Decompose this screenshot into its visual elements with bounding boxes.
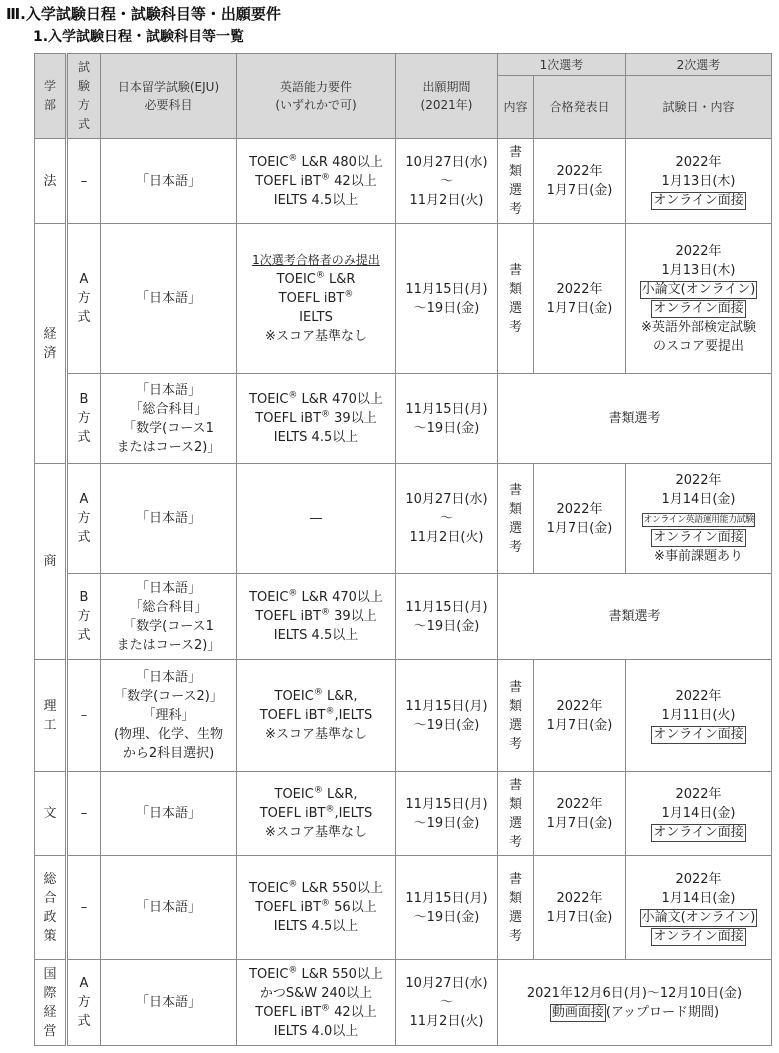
table-row <box>35 374 772 464</box>
method-cell: – <box>67 139 101 224</box>
english-note: 1次選考合格者のみ提出 <box>252 253 380 267</box>
header-first-content: 内容 <box>498 76 534 139</box>
table-row <box>35 772 772 856</box>
essay-online-tag: 小論文(オンライン) <box>641 281 756 297</box>
online-english-test-tag: オンライン英語運用能力試験 <box>643 515 754 525</box>
period-cell: 11月15日(月) 〜19日(金) <box>396 772 498 856</box>
second-selection-cell: 2022年 1月14日(金) オンライン英語運用能力試験 オンライン面接 ※事前課題あり <box>626 464 772 574</box>
second-selection-cell: 2022年 1月13日(木) 小論文(オンライン) オンライン面接 ※英語外部検定試験 のスコア要提出 <box>626 224 772 374</box>
second-selection-cell: 2022年 1月14日(金) 小論文(オンライン) オンライン面接 <box>626 856 772 960</box>
period-cell: 11月15日(月) 〜19日(金) <box>396 224 498 374</box>
merged-selection-cell: 2021年12月6日(月)〜12月10日(金) 動画面接 (アップロード期間) <box>498 960 772 1046</box>
period-cell: 10月27日(水) 〜 11月2日(火) <box>396 139 498 224</box>
eju-cell: 「日本語」 <box>101 772 237 856</box>
first-content-cell: 書類選考 <box>498 772 534 856</box>
period-cell: 10月27日(水) 〜 11月2日(火) <box>396 960 498 1046</box>
first-result-cell: 2022年 1月7日(金) <box>534 772 626 856</box>
online-interview-tag: オンライン面接 <box>653 300 744 316</box>
online-interview-tag: オンライン面接 <box>653 825 744 840</box>
english-cell: — <box>237 464 396 574</box>
subsection-title: 1.入学試験日程・試験科目等一覧 <box>33 29 245 45</box>
eju-cell: 「日本語」 <box>101 856 237 960</box>
first-content-cell: 書類選考 <box>498 139 534 224</box>
period-cell: 11月15日(月) 〜19日(金) <box>396 856 498 960</box>
faculty-cell: 経済 <box>35 224 67 464</box>
table-row <box>35 856 772 960</box>
period-cell: 10月27日(水) 〜 11月2日(火) <box>396 464 498 574</box>
method-cell: A方式 <box>67 224 101 374</box>
header-second-selection: 2次選考 <box>626 54 772 76</box>
online-interview-tag: オンライン面接 <box>653 530 744 545</box>
merged-selection-cell: 書類選考 <box>498 574 772 660</box>
first-content-cell: 書類選考 <box>498 856 534 960</box>
eju-cell: 「日本語」 <box>101 224 237 374</box>
table-row <box>35 660 772 772</box>
period-cell: 11月15日(月) 〜19日(金) <box>396 374 498 464</box>
first-result-cell: 2022年 1月7日(金) <box>534 856 626 960</box>
method-cell: – <box>67 772 101 856</box>
faculty-cell: 国際経営 <box>35 960 67 1046</box>
online-interview-tag: オンライン面接 <box>653 928 744 944</box>
essay-online-tag: 小論文(オンライン) <box>641 909 756 925</box>
header-method: 試験方式 <box>67 54 101 139</box>
first-content-cell: 書類選考 <box>498 464 534 574</box>
first-result-cell: 2022年 1月7日(金) <box>534 139 626 224</box>
first-result-cell: 2022年 1月7日(金) <box>534 660 626 772</box>
second-selection-cell: 2022年 1月13日(木) オンライン面接 <box>626 139 772 224</box>
header-english: 英語能力要件 (いずれかで可) <box>237 54 396 139</box>
header-eju: 日本留学試験(EJU) 必要科目 <box>101 54 237 139</box>
header-second-date-content: 試験日・内容 <box>626 76 772 139</box>
method-cell: B方式 <box>67 374 101 464</box>
method-cell: A方式 <box>67 464 101 574</box>
second-selection-cell: 2022年 1月11日(火) オンライン面接 <box>626 660 772 772</box>
eju-cell: 「日本語」 「総合科目」 「数学(コース1 またはコース2)」 <box>101 574 237 660</box>
online-interview-tag: オンライン面接 <box>653 727 744 742</box>
first-content-cell: 書類選考 <box>498 224 534 374</box>
header-first-result-date: 合格発表日 <box>534 76 626 139</box>
method-cell: – <box>67 856 101 960</box>
english-cell: TOEIC® L&R 470以上 TOEFL iBT® 39以上 IELTS 4.5以上 <box>237 574 396 660</box>
method-cell: A方式 <box>67 960 101 1046</box>
faculty-cell: 文 <box>35 772 67 856</box>
method-cell: – <box>67 660 101 772</box>
table-row <box>35 960 772 1046</box>
header-first-selection: 1次選考 <box>498 54 626 76</box>
header-faculty: 学部 <box>35 54 67 139</box>
exam-schedule-table <box>34 53 772 1046</box>
english-cell: TOEIC® L&R 550以上 TOEFL iBT® 56以上 IELTS 4.5以上 <box>237 856 396 960</box>
first-content-cell: 書類選考 <box>498 660 534 772</box>
first-result-cell: 2022年 1月7日(金) <box>534 224 626 374</box>
table-row <box>35 464 772 574</box>
english-cell: TOEIC® L&R 470以上 TOEFL iBT® 39以上 IELTS 4.5以上 <box>237 374 396 464</box>
header-period: 出願期間 (2021年) <box>396 54 498 139</box>
merged-selection-cell: 書類選考 <box>498 374 772 464</box>
table-row <box>35 139 772 224</box>
faculty-cell: 法 <box>35 139 67 224</box>
period-cell: 11月15日(月) 〜19日(金) <box>396 574 498 660</box>
eju-cell: 「日本語」 <box>101 464 237 574</box>
method-cell: B方式 <box>67 574 101 660</box>
faculty-cell: 理工 <box>35 660 67 772</box>
video-interview-tag: 動画面接 <box>551 1004 604 1020</box>
second-selection-cell: 2022年 1月14日(金) オンライン面接 <box>626 772 772 856</box>
period-cell: 11月15日(月) 〜19日(金) <box>396 660 498 772</box>
english-cell: 1次選考合格者のみ提出 TOEIC® L&R TOEFL iBT® IELTS ※スコア基準なし <box>237 224 396 374</box>
english-cell: TOEIC® L&R 480以上 TOEFL iBT® 42以上 IELTS 4.5以上 <box>237 139 396 224</box>
faculty-cell: 商 <box>35 464 67 660</box>
table-row <box>35 574 772 660</box>
english-cell: TOEIC® L&R 550以上 かつS&W 240以上 TOEFL iBT® 42以上 IELTS 4.0以上 <box>237 960 396 1046</box>
english-cell: TOEIC® L&R, TOEFL iBT®,IELTS ※スコア基準なし <box>237 772 396 856</box>
eju-cell: 「日本語」 「数学(コース2)」 「理科」 (物理、化学、生物 から2科目選択) <box>101 660 237 772</box>
section-title: Ⅲ.入学試験日程・試験科目等・出願要件 <box>6 5 281 23</box>
eju-cell: 「日本語」 <box>101 960 237 1046</box>
eju-cell: 「日本語」 「総合科目」 「数学(コース1 またはコース2)」 <box>101 374 237 464</box>
first-result-cell: 2022年 1月7日(金) <box>534 464 626 574</box>
table-row <box>35 224 772 374</box>
online-interview-tag: オンライン面接 <box>653 192 744 208</box>
faculty-cell: 総合政策 <box>35 856 67 960</box>
eju-cell: 「日本語」 <box>101 139 237 224</box>
english-cell: TOEIC® L&R, TOEFL iBT®,IELTS ※スコア基準なし <box>237 660 396 772</box>
